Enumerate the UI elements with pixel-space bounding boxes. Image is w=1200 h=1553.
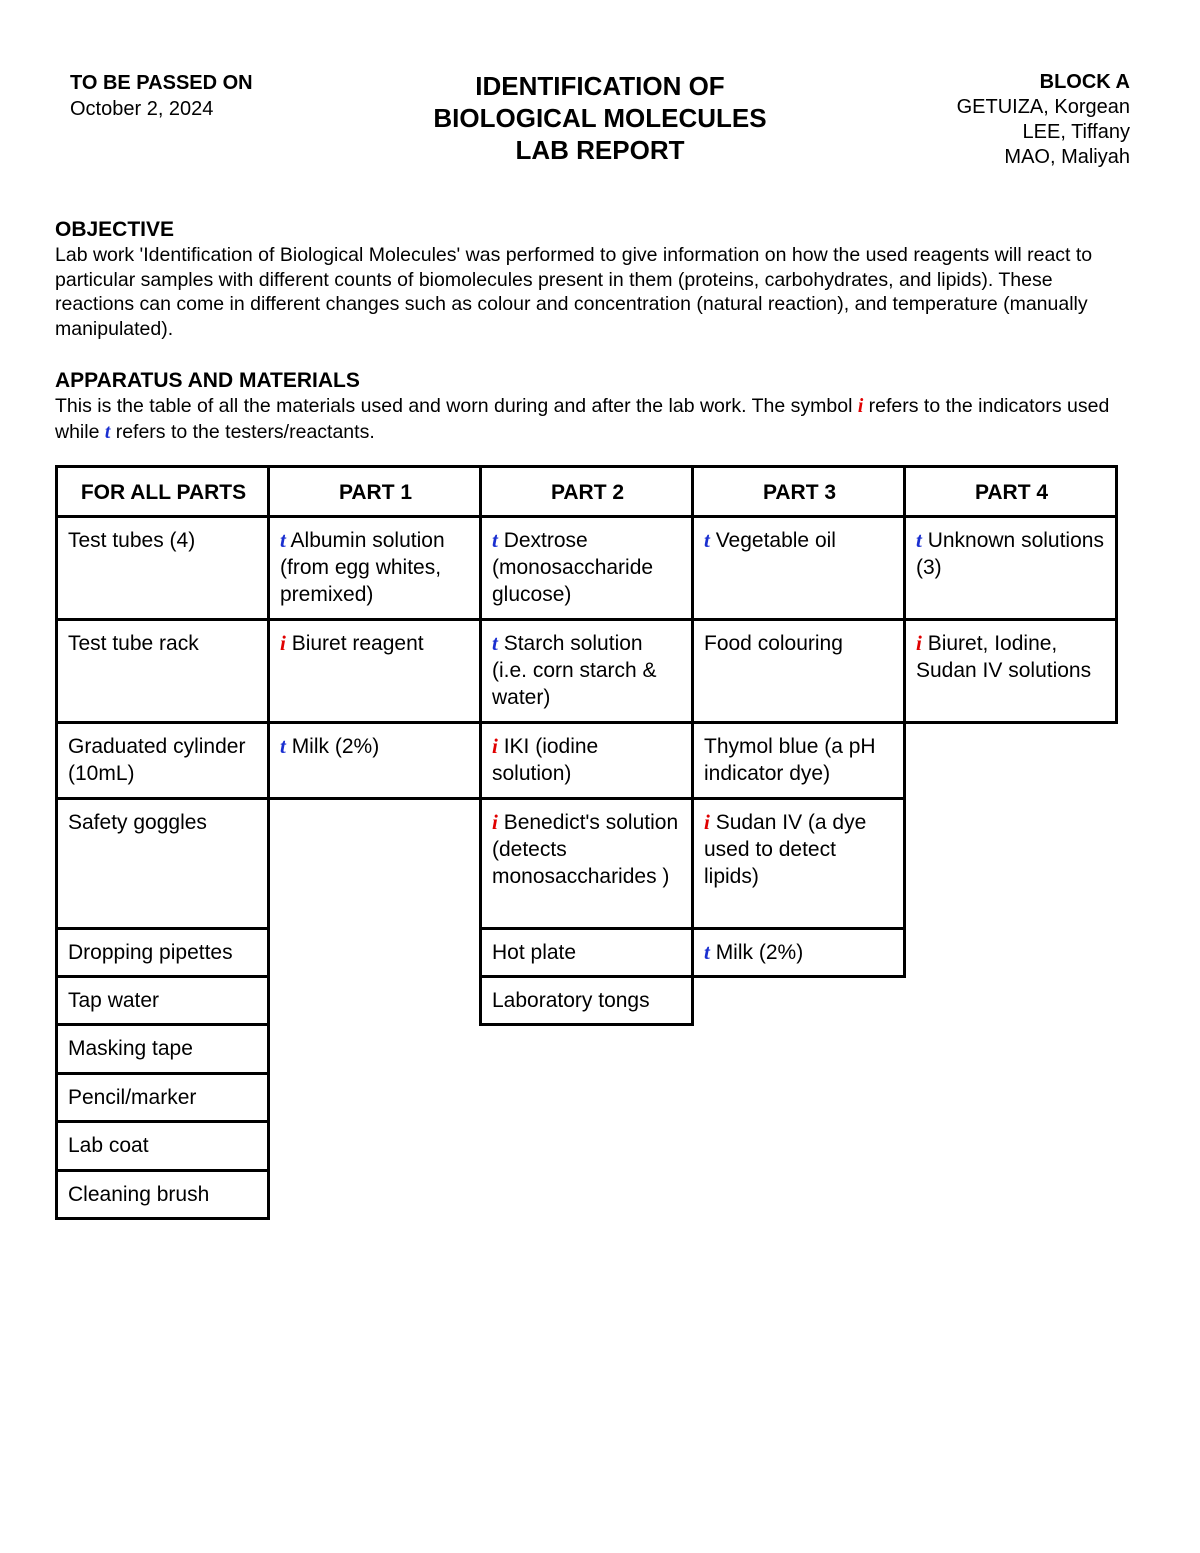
reagent-symbol-icon: t [704,940,710,964]
apparatus-title: APPARATUS AND MATERIALS [55,369,360,392]
indicator-symbol-icon: i [857,396,864,417]
cell-text: Benedict's solution (detects monosaccharides ) [492,811,679,888]
cell-text: Thymol blue (a pH indicator dye) [704,735,876,785]
reagent-symbol-icon: i [492,734,498,758]
reagent-symbol-icon: t [704,528,710,552]
material-cell [55,1169,270,1220]
cell-text: PART 3 [762,481,837,504]
cell-text: Graduated cylinder (10mL) [68,735,246,785]
cell-text: Tap water [68,989,160,1012]
cell-text: Test tubes (4) [68,529,196,552]
cell-text: PART 2 [550,481,625,504]
material-cell [55,1120,270,1172]
cell-text: Test tube rack [68,632,199,655]
objective-body: Lab work 'Identification of Biological Molecules' was performed to give information on how the used reagents will react to particular samples with different counts of biomolecules present in them (proteins, carbohydrates, and lipids). These reactions can come in different changes such as colour and concentration (natural reaction), and temperature (manually manipulated). [55,244,1093,340]
objective-title: OBJECTIVE [55,218,175,241]
tester-symbol-icon: t [104,421,111,443]
column-header [691,465,906,518]
material-cell [55,1072,270,1123]
material-cell [267,618,482,724]
material-cell [55,618,270,724]
material-cell [479,797,694,930]
apparatus-intro-part-b: refers to the indicators used while [55,395,1110,443]
reagent-symbol-icon: t [492,631,498,655]
reagent-symbol-icon: t [916,528,922,552]
apparatus-section [55,368,1135,445]
material-cell [479,721,694,800]
material-cell [55,1023,270,1075]
cell-text: Masking tape [68,1037,193,1060]
reagent-symbol-icon: t [280,528,286,552]
cell-text: Biuret reagent [291,632,424,655]
cell-text: Lab coat [68,1134,149,1157]
cell-text: Vegetable oil [715,529,836,552]
cell-text: Dropping pipettes [68,941,233,964]
reagent-symbol-icon: t [280,734,286,758]
material-cell [267,515,482,621]
document-header [0,0,1200,200]
column-header [479,465,694,518]
cell-text: Pencil/marker [68,1086,197,1109]
cell-text: Cleaning brush [68,1183,210,1206]
due-info [70,70,253,122]
cell-text: Biuret, Iodine, Sudan IV solutions [916,632,1092,682]
cell-text: FOR ALL PARTS [80,481,247,504]
material-cell [691,721,906,800]
title-line-1: IDENTIFICATION OF [475,71,725,101]
apparatus-intro [55,394,1135,445]
apparatus-intro-part-a: This is the table of all the materials used and worn during and after the lab work. The symbol [55,395,858,417]
member-name: MAO, Maliyah [1004,146,1130,168]
title-line-3: LAB REPORT [515,135,685,165]
cell-text: PART 4 [974,481,1049,504]
cell-text: Starch solution (i.e. corn starch & water) [492,632,657,709]
cell-text: Albumin solution (from egg whites, premixed) [280,529,445,606]
due-date: October 2, 2024 [70,98,214,120]
material-cell [55,975,270,1026]
cell-text: Laboratory tongs [492,989,650,1012]
material-cell [903,618,1118,724]
reagent-symbol-icon: i [280,631,286,655]
column-header [903,465,1118,518]
material-cell [55,721,270,800]
cell-text: IKI (iodine solution) [492,735,599,785]
material-cell [267,721,482,800]
title-line-2: BIOLOGICAL MOLECULES [433,103,767,133]
member-name: GETUIZA, Korgean [956,96,1130,118]
material-cell [691,618,906,724]
cell-text: Unknown solutions (3) [916,529,1104,579]
reagent-symbol-icon: t [492,528,498,552]
cell-text: Dextrose (monosaccharide glucose) [492,529,654,606]
material-cell [691,515,906,621]
document-title [400,70,800,166]
cell-text: Hot plate [492,941,577,964]
material-cell [479,975,694,1026]
cell-text: Milk (2%) [715,941,804,964]
member-name: LEE, Tiffany [1022,121,1130,143]
material-cell [479,515,694,621]
material-cell [479,927,694,978]
reagent-symbol-icon: i [492,810,498,834]
cell-text: Milk (2%) [291,735,380,758]
material-cell [55,797,270,930]
material-cell [55,515,270,621]
reagent-symbol-icon: i [704,810,710,834]
material-cell [691,797,906,930]
cell-text: Sudan IV (a dye used to detect lipids) [704,811,867,888]
column-header [55,465,270,518]
cell-text: PART 1 [338,481,413,504]
apparatus-intro-part-c: refers to the testers/reactants. [110,420,375,443]
cell-text: Food colouring [704,632,843,655]
objective-section [55,217,1135,341]
group-info [957,70,1130,170]
column-header [267,465,482,518]
material-cell [479,618,694,724]
block-label: BLOCK A [1039,71,1130,93]
material-cell [903,515,1118,621]
cell-text: Safety goggles [68,811,207,834]
material-cell [691,927,906,978]
due-label: TO BE PASSED ON [70,72,253,94]
material-cell [55,927,270,978]
reagent-symbol-icon: i [916,631,922,655]
